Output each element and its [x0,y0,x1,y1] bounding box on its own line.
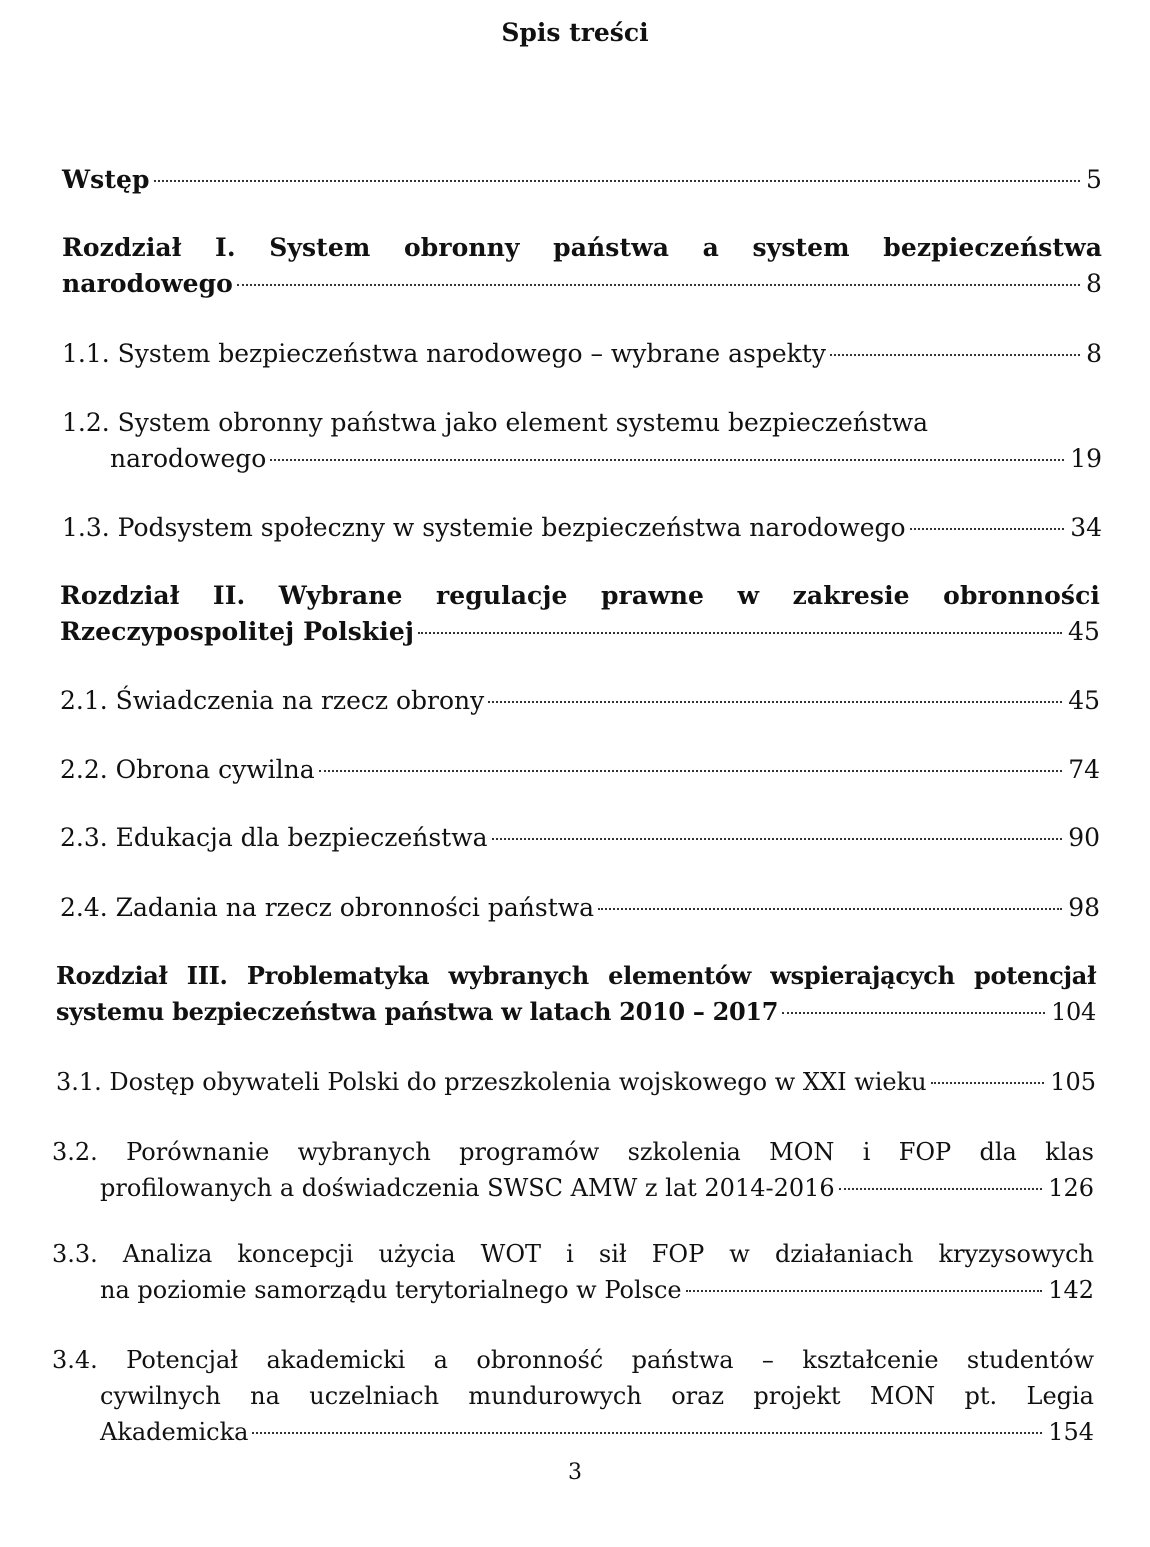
toc-entry-page: 34 [1070,513,1102,542]
toc-entry-label: 2.4. Zadania na rzecz obronności państwa [60,893,595,922]
toc-entry-section-2-1 [60,683,1100,719]
toc-entry-section-2-3 [60,820,1100,856]
dot-leader [418,632,1062,634]
toc-entry-label: 1.1. System bezpieczeństwa narodowego – wybrane aspekty [62,339,826,368]
toc-entry-chapter-2 [60,578,1100,650]
dot-leader [686,1290,1043,1292]
toc-entry-section-1-3 [62,510,1102,546]
toc-entry-line: Rozdział I. System obronny państwa a system bezpieczeństwa [62,233,1102,262]
toc-entry-page: 5 [1085,165,1102,194]
toc-entry-label: 2.3. Edukacja dla bezpieczeństwa [60,823,488,852]
toc-entry-section-3-4 [52,1342,1094,1450]
dot-leader [782,1012,1045,1014]
toc-entry-label: Akademicka [100,1418,249,1446]
toc-entry-label: narodowego [62,269,233,298]
toc-entry-page: 142 [1048,1276,1094,1304]
toc-entry-label: Wstęp [62,165,150,194]
dot-leader [839,1188,1043,1190]
page-number: 3 [568,1460,582,1485]
dot-leader [598,908,1062,910]
toc-entry-introduction [62,162,1102,198]
toc-entry-page: 98 [1068,893,1100,922]
dot-leader [830,354,1080,356]
toc-entry-section-2-4 [60,890,1100,926]
toc-entry-page: 154 [1048,1418,1094,1446]
toc-entry-page: 90 [1068,823,1100,852]
toc-entry-label: 1.3. Podsystem społeczny w systemie bezpieczeństwa narodowego [62,513,906,542]
dot-leader [319,770,1063,772]
toc-entry-label: 2.1. Świadczenia na rzecz obrony [60,686,485,715]
toc-entry-line: cywilnych na uczelniach mundurowych oraz projekt MON pt. Legia [100,1382,1094,1410]
toc-entry-label: na poziomie samorządu terytorialnego w Polsce [100,1276,682,1304]
toc-entry-section-1-2 [62,405,1102,477]
toc-entry-page: 104 [1051,998,1096,1026]
toc-entry-page: 105 [1050,1068,1096,1096]
dot-leader [492,838,1063,840]
toc-entry-line: Rozdział II. Wybrane regulacje prawne w zakresie obronności [60,581,1100,610]
toc-entry-section-3-3 [52,1236,1094,1308]
toc-entry-chapter-3 [56,958,1096,1030]
dot-leader [931,1082,1045,1084]
toc-entry-page: 74 [1068,755,1100,784]
toc-entry-chapter-1 [62,230,1102,302]
page-title: Spis treści [501,18,649,47]
dot-leader [154,180,1080,182]
dot-leader [910,528,1065,530]
toc-entry-section-3-2 [52,1134,1094,1206]
toc-entry-page: 45 [1067,617,1100,646]
toc-entry-page: 8 [1085,269,1102,298]
toc-entry-page: 45 [1068,686,1100,715]
toc-entry-label: Rzeczypospolitej Polskiej [60,617,415,646]
dot-leader [237,284,1080,286]
dot-leader [270,459,1064,461]
dot-leader [488,701,1062,703]
toc-entry-line: 3.4. Potencjał akademicki a obronność państwa – kształcenie studentów [52,1346,1094,1374]
toc-entry-label: 3.1. Dostęp obywateli Polski do przeszkolenia wojskowego w XXI wieku [56,1068,927,1096]
toc-entry-line: 3.2. Porównanie wybranych programów szkolenia MON i FOP dla klas [52,1138,1094,1166]
toc-entry-line: 1.2. System obronny państwa jako element systemu bezpieczeństwa [62,408,929,437]
toc-entry-line: 3.3. Analiza koncepcji użycia WOT i sił FOP w działaniach kryzysowych [52,1240,1094,1268]
toc-entry-page: 126 [1048,1174,1094,1202]
toc-entry-line: Rozdział III. Problematyka wybranych elementów wspierających potencjał [56,961,1096,990]
toc-entry-label: profilowanych a doświadczenia SWSC AMW z lat 2014-2016 [100,1174,835,1202]
toc-entry-page: 19 [1070,444,1102,473]
toc-entry-label: systemu bezpieczeństwa państwa w latach 2010 – 2017 [56,997,779,1026]
toc-entry-page: 8 [1086,339,1102,368]
toc-entry-section-3-1 [56,1064,1096,1100]
toc-entry-section-1-1 [62,336,1102,372]
toc-entry-label: narodowego [110,444,267,473]
toc-entry-label: 2.2. Obrona cywilna [60,755,315,784]
dot-leader [252,1432,1042,1434]
toc-entry-section-2-2 [60,752,1100,788]
